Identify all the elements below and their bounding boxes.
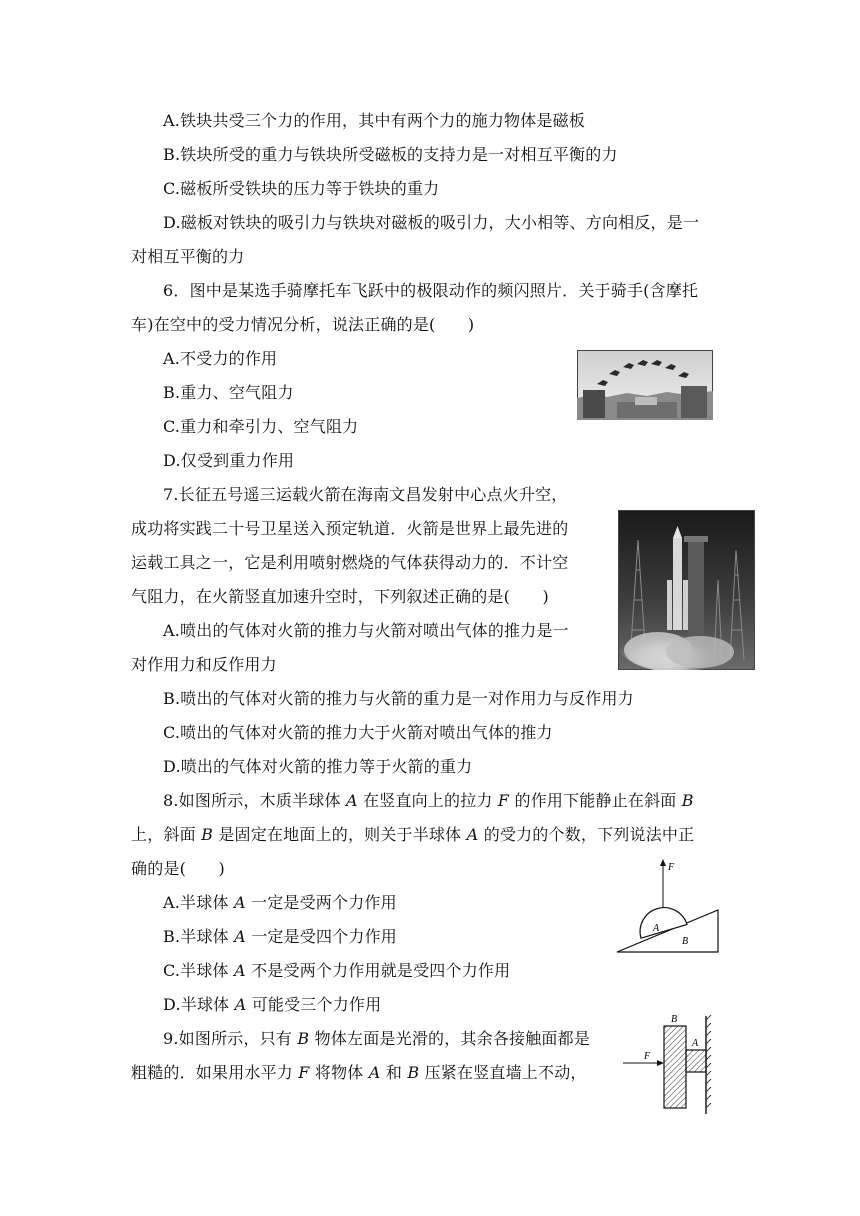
q8-stem-line3: 确的是( ) bbox=[131, 859, 225, 878]
var-b: B bbox=[297, 1029, 310, 1048]
q9-s1-b: 物体左面是光滑的，其余各接触面都是 bbox=[309, 1029, 591, 1048]
q8-s1-a: 8.如图所示，木质半球体 bbox=[163, 791, 346, 810]
q5-option-d-line2: 对相互平衡的力 bbox=[131, 247, 245, 266]
q8-oc-1: C.半球体 bbox=[163, 961, 235, 980]
q9-s1-a: 9.如图所示，只有 bbox=[163, 1029, 298, 1048]
q7-option-c: C.喷出的气体对火箭的推力大于火箭对喷出气体的推力 bbox=[163, 723, 553, 742]
q6-option-a: A.不受力的作用 bbox=[163, 349, 278, 368]
var-a: A bbox=[368, 1063, 381, 1082]
q7-option-b: B.喷出的气体对火箭的推力与火箭的重力是一对作用力与反作用力 bbox=[163, 689, 634, 708]
hemisphere-incline-diagram bbox=[612, 852, 730, 956]
q8-s1-b: 在竖直向上的拉力 bbox=[357, 791, 498, 810]
q8-oa-1: A.半球体 bbox=[163, 893, 234, 912]
var-f: F bbox=[298, 1063, 310, 1082]
label-f: F bbox=[668, 862, 675, 873]
q6-stem-line2: 车)在空中的受力情况分析，说法正确的是( ) bbox=[131, 315, 475, 334]
q8-od-1: D.半球体 bbox=[163, 995, 235, 1014]
q8-ob-2: 一定是受四个力作用 bbox=[245, 927, 397, 946]
q8-s2-b: 是固定在地面上的，则关于半球体 bbox=[213, 825, 467, 844]
blocks-wall-diagram bbox=[620, 1010, 720, 1116]
var-a: A bbox=[234, 961, 246, 980]
motorcycle-strobe-photo bbox=[577, 350, 713, 420]
label-a: A bbox=[692, 1038, 699, 1049]
var-a: A bbox=[345, 791, 358, 810]
q7-stem-line1: 7.长征五号遥三运载火箭在海南文昌发射中心点火升空， bbox=[163, 485, 568, 504]
q7-stem-line2: 成功将实践二十号卫星送入预定轨道．火箭是世界上最先进的 bbox=[131, 519, 569, 538]
var-f: F bbox=[497, 791, 510, 810]
q5-option-b: B.铁块所受的重力与铁块所受磁板的支持力是一对相互平衡的力 bbox=[163, 145, 618, 164]
var-a: A bbox=[233, 893, 246, 912]
var-a: A bbox=[234, 995, 247, 1014]
q9-s2-d: 压紧在竖直墙上不动， bbox=[419, 1063, 587, 1082]
var-a: A bbox=[234, 927, 246, 946]
q8-s2-c: 的受力的个数，下列说法中正 bbox=[478, 825, 695, 844]
var-a: A bbox=[466, 825, 479, 844]
q5-option-d-line1: D.磁板对铁块的吸引力与铁块对磁板的吸引力，大小相等、方向相反，是一 bbox=[163, 213, 700, 232]
q9-stem-line2 bbox=[131, 1063, 587, 1083]
q8-option-b bbox=[163, 927, 397, 947]
q8-s1-c: 的作用下能静止在斜面 bbox=[509, 791, 682, 810]
q8-stem-line1 bbox=[163, 791, 694, 811]
q9-s2-c: 和 bbox=[380, 1063, 408, 1082]
q7-option-d: D.喷出的气体对火箭的推力等于火箭的重力 bbox=[163, 757, 473, 776]
q8-option-a bbox=[163, 893, 397, 913]
q5-option-a: A.铁块共受三个力的作用，其中有两个力的施力物体是磁板 bbox=[163, 111, 586, 130]
q6-stem-line1: 6．图中是某选手骑摩托车飞跃中的极限动作的频闪照片．关于骑手(含摩托 bbox=[163, 281, 699, 300]
label-b: B bbox=[671, 1014, 678, 1025]
q7-option-a-line2: 对作用力和反作用力 bbox=[131, 655, 277, 674]
q7-option-a-line1: A.喷出的气体对火箭的推力与火箭对喷出气体的推力是一 bbox=[163, 621, 569, 640]
label-b: B bbox=[682, 936, 689, 947]
q9-s2-b: 将物体 bbox=[309, 1063, 369, 1082]
q6-option-d: D.仅受到重力作用 bbox=[163, 451, 295, 470]
q8-oa-2: 一定是受两个力作用 bbox=[245, 893, 397, 912]
q9-stem-line1 bbox=[163, 1029, 590, 1049]
q8-s2-a: 上，斜面 bbox=[131, 825, 202, 844]
q7-stem-line4: 气阻力，在火箭竖直加速升空时，下列叙述正确的是( ) bbox=[131, 587, 549, 606]
q8-ob-1: B.半球体 bbox=[163, 927, 235, 946]
q6-option-b: B.重力、空气阻力 bbox=[163, 383, 294, 402]
q9-s2-a: 粗糙的．如果用水平力 bbox=[131, 1063, 299, 1082]
var-b: B bbox=[407, 1063, 420, 1082]
var-b: B bbox=[201, 825, 214, 844]
var-b: B bbox=[681, 791, 694, 810]
q8-od-2: 可能受三个力作用 bbox=[246, 995, 382, 1014]
q8-oc-2: 不是受两个力作用就是受四个力作用 bbox=[245, 961, 511, 980]
q8-option-d bbox=[163, 995, 381, 1015]
label-a: A bbox=[653, 923, 660, 934]
q8-option-c bbox=[163, 961, 510, 981]
rocket-launch-photo bbox=[618, 510, 755, 670]
q8-stem-line2 bbox=[131, 825, 694, 845]
q6-option-c: C.重力和牵引力、空气阻力 bbox=[163, 417, 359, 436]
q5-option-c: C.磁板所受铁块的压力等于铁块的重力 bbox=[163, 179, 440, 198]
q7-stem-line3: 运载工具之一，它是利用喷射燃烧的气体获得动力的．不计空 bbox=[131, 553, 569, 572]
label-f: F bbox=[644, 1051, 651, 1062]
